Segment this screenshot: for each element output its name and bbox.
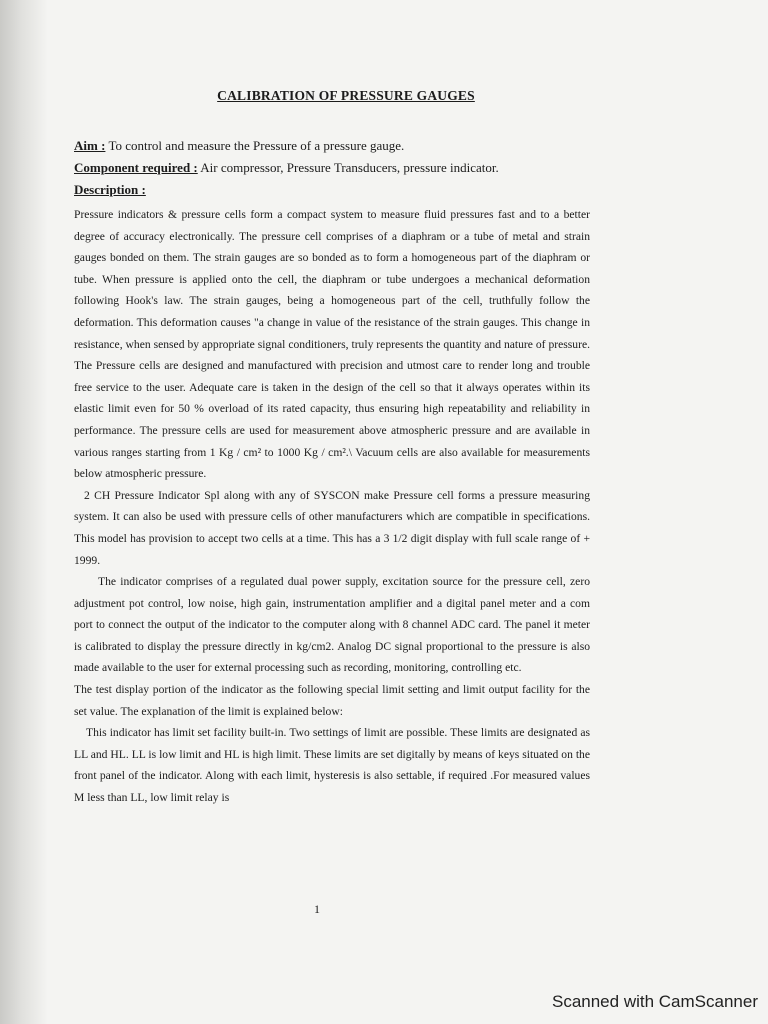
component-line — [74, 160, 590, 176]
component-text: Air compressor, Pressure Transducers, pressure indicator. — [200, 160, 499, 175]
description-line — [74, 182, 590, 198]
component-label: Component required : — [74, 160, 198, 175]
aim-label: Aim : — [74, 138, 106, 153]
paragraph-intro: Pressure indicators & pressure cells form a compact system to measure fluid pressures fast and to a better degree of accuracy electronically. The pressure cell comprises of a diaphram or a tube of metal and strain gauges bonded on them. The strain gauges are so bonded as to form a homogeneous part of the diaphram or tube. When pressure is applied onto the cell, the diaphram or tube undergoes a mechanical deformation following Hook's law. The strain gauges, being a homogeneous part of the cell, truthfully follow the deformation. This deformation causes "a change in value of the resistance of the strain gauges. This change in resistance, when sensed by appropriate signal conditioners, truly represents the quantity and nature of pressure. The Pressure cells are designed and manufactured with precision and utmost care to render long and trouble free service to the user. Adequate care is taken in the design of the cell so that it always operates within its elastic limit even for 50 % overload of its rated capacity, thus ensuring high repeatability and reliability in performance. The pressure cells are used for measurement above atmospheric pressure and are available in various ranges starting from 1 Kg / cm² to 1000 Kg / cm².\ Vacuum cells are also available for measurements below atmospheric pressure. — [74, 208, 590, 481]
document-title: CALIBRATION OF PRESSURE GAUGES — [217, 88, 475, 103]
page-binding-shadow — [0, 0, 48, 1024]
paragraph-limit-setting: The test display portion of the indicator as the following special limit setting and limit output facility for the set value. The explanation of the limit is explained below: — [74, 683, 590, 718]
page-number: 1 — [314, 902, 320, 916]
description-label: Description : — [74, 182, 146, 197]
paragraph-indicator-system: 2 CH Pressure Indicator Spl along with any of SYSCON make Pressure cell forms a pressure measuring system. It can also be used with pressure cells of other manufacturers which are compatible in specifications. This model has provision to accept two cells at a time. This has a 3 1/2 digit display with full scale range of + 1999. — [74, 488, 590, 567]
aim-line — [74, 138, 590, 154]
paragraph-indicator-components: The indicator comprises of a regulated dual power supply, excitation source for the pressure cell, zero adjustment pot control, low noise, high gain, instrumentation amplifier and a digital panel meter and a com port to connect the output of the indicator to the computer along with 8 channel ADC card. The panel it meter is calibrated to display the pressure directly in kg/cm2. Analog DC signal proportional to the pressure is also made available to the user for external processing such as recording, monitoring, controlling etc. — [74, 575, 590, 675]
document-page — [62, 88, 590, 809]
scanner-watermark: Scanned with CamScanner — [551, 992, 758, 1011]
paragraph-limit-facility: This indicator has limit set facility built-in. Two settings of limit are possible. These limits are designated as LL and HL. LL is low limit and HL is high limit. These limits are set digitally by means of keys situated on the front panel of the indicator. Along with each limit, hysteresis is also settable, if required .For measured values M less than LL, low limit relay is — [74, 726, 590, 805]
aim-text: To control and measure the Pressure of a pressure gauge. — [108, 138, 405, 153]
